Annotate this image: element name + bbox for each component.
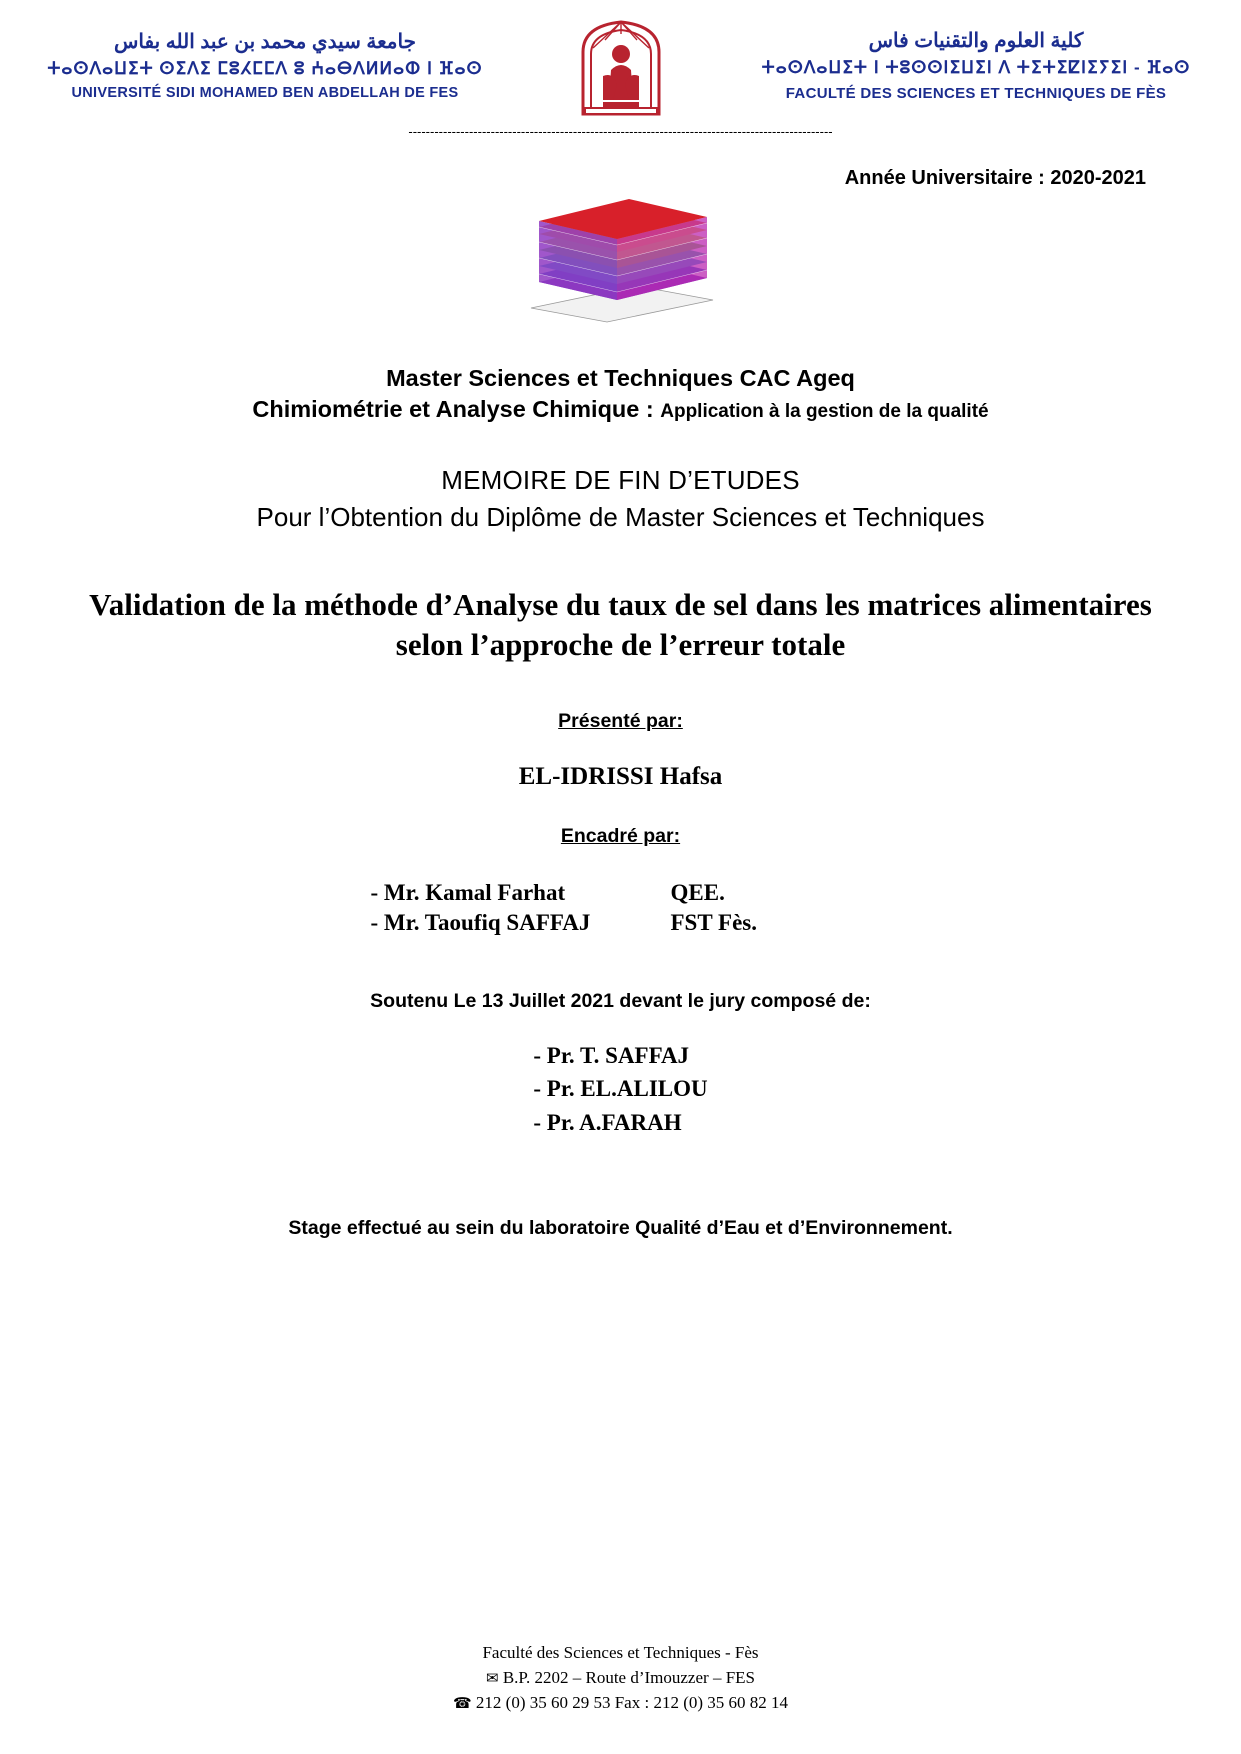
program-subtitle-main: Chimiométrie et Analyse Chimique : (252, 396, 661, 422)
supervisor-row (371, 908, 871, 938)
supervisor-name: - Mr. Taoufiq SAFFAJ (370, 910, 591, 936)
jury-member: - Pr. EL.ALILOU (533, 1076, 708, 1102)
university-crest-icon (573, 14, 669, 118)
program-title: Master Sciences et Techniques CAC Ageq (386, 365, 855, 391)
program-subtitle (60, 396, 1181, 423)
supervisor-row (371, 878, 871, 908)
phone-icon: ☎ (452, 1696, 472, 1712)
defense-statement: Soutenu Le 13 Juillet 2021 devant le jury composé de: (370, 990, 871, 1013)
cover-content (0, 167, 1241, 1240)
footer-address: B.P. 2202 – Route d’Imouzzer – FES (502, 1668, 755, 1687)
thesis-title: Validation de la méthode d’Analyse du taux de sel dans les matrices alimentaires selon l’approche de l’erreur totale (89, 587, 1152, 662)
supervisor-affiliation: QEE. (670, 880, 725, 906)
document-type: MEMOIRE DE FIN D’ETUDES (441, 465, 800, 495)
surface-plot-icon (521, 196, 721, 326)
presented-by-label: Présenté par: (558, 710, 683, 733)
header-divider: -------------------------------------------------------------------------------------------------- (408, 124, 833, 139)
cover-figure (60, 196, 1181, 331)
faculty-name-tifinagh: ⵜⴰⵙⴷⴰⵡⵉⵜ ⵏ ⵜⵓⵙⵙⵏⵉⵡⵉⵏ ⴷ ⵜⵉⵜⵉⵇⵏⵉⵢⵉⵏ - ⴼⴰⵙ (761, 58, 1191, 78)
mail-icon: ✉ (486, 1671, 499, 1687)
footer-institution: Faculté des Sciences et Techniques - Fès (482, 1643, 759, 1663)
university-name-french: UNIVERSITÉ SIDI MOHAMED BEN ABDELLAH DE FES (71, 85, 459, 102)
jury-member: - Pr. T. SAFFAJ (533, 1043, 690, 1069)
jury-list (60, 1039, 1181, 1139)
footer-address-line (0, 1666, 1241, 1690)
faculty-identity (741, 27, 1211, 104)
jury-inner-block (533, 1039, 707, 1139)
supervisor-name: - Mr. Kamal Farhat (370, 880, 566, 906)
faculty-name-arabic: كلية العلوم والتقنيات فاس (868, 30, 1084, 53)
document-purpose: Pour l’Obtention du Diplôme de Master Sciences et Techniques (256, 502, 985, 532)
jury-member: - Pr. A.FARAH (533, 1109, 682, 1135)
footer-phone-line (0, 1691, 1241, 1715)
faculty-name-french: FACULTÉ DES SCIENCES ET TECHNIQUES DE FÈS (785, 84, 1167, 102)
supervised-by-label: Encadré par: (560, 825, 681, 848)
author-name: EL-IDRISSI Hafsa (518, 763, 723, 791)
supervisor-list (60, 878, 1181, 938)
supervisor-affiliation: FST Fès. (670, 910, 757, 936)
page-header (0, 0, 1241, 118)
academic-year: Année Universitaire : 2020-2021 (844, 167, 1146, 189)
university-name-tifinagh: ⵜⴰⵙⴷⴰⵡⵉⵜ ⵙⵉⴷⵉ ⵎⵓⵃⵎⵎⴷ ⵓ ⵄⴰⴱⴷⵍⵍⴰⵀ ⵏ ⴼⴰⵙ (47, 58, 483, 78)
internship-note: Stage effectué au sein du laboratoire Qualité d’Eau et d’Environnement. (288, 1217, 953, 1240)
page-footer (0, 1640, 1241, 1716)
footer-phone: 212 (0) 35 60 29 53 Fax : 212 (0) 35 60 82 14 (475, 1693, 789, 1712)
program-subtitle-detail: Application à la gestion de la qualité (660, 401, 989, 422)
university-name-arabic: جامعة سيدي محمد بن عبد الله بفاس (114, 30, 416, 53)
university-identity (30, 28, 500, 105)
